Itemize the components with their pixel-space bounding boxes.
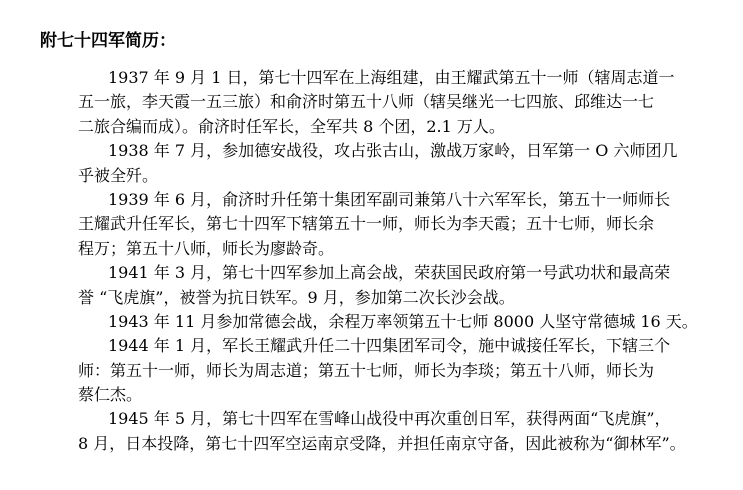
paragraph-1939-line-1: 1939 年 6 月，俞济时升任第十集团军副司兼第八十六军军长，第五十一师师长 — [108, 189, 671, 209]
paragraph-1939-line-3: 程万；第五十八师，师长为廖龄奇。 — [78, 238, 335, 258]
paragraph-1944-line-1: 1944 年 1 月，军长王耀武升任二十四集团军司令，施中诚接任军长，下辖三个 — [108, 336, 671, 356]
paragraph-1944-line-3: 蔡仁杰。 — [78, 385, 143, 405]
paragraph-1945-line-2: 8 月，日本投降，第七十四军空运南京受降，并担任南京守备，因此被称为“御林军”。 — [78, 433, 686, 453]
paragraph-1937-line-3: 二旅合编而成）。俞济时任军长，全军共 8 个团，2.1 万人。 — [78, 116, 505, 136]
paragraph-1944-line-2: 师：第五十一师，师长为周志道；第五十七师，师长为李琰；第五十八师，师长为 — [78, 360, 655, 380]
paragraph-1938-line-2: 乎被全歼。 — [78, 165, 159, 185]
paragraph-1937-line-1: 1937 年 9 月 1 日，第七十四军在上海组建，由王耀武第五十一师（辖周志道一 — [108, 68, 675, 87]
section-heading: 附七十四军简历： — [40, 31, 176, 51]
paragraph-1938-line-1: 1938 年 7 月，参加德安战役，攻占张古山，激战万家岭，日军第一 O 六师团几 — [108, 141, 678, 161]
paragraph-1945-line-1: 1945 年 5 月，第七十四军在雪峰山战役中再次重创日军，获得两面“飞虎旗”， — [108, 409, 671, 429]
paragraph-1941-line-1: 1941 年 3 月，第七十四军参加上高会战，荣获国民政府第一号武功状和最高荣 — [108, 263, 671, 283]
paragraph-1939-line-2: 王耀武升任军长，第七十四军下辖第五十一师，师长为李天霞；五十七师，师长余 — [78, 214, 655, 234]
paragraph-1943-line-1: 1943 年 11 月参加常德会战，余程万率领第五十七师 8000 人坚守常德城 16 天。 — [108, 311, 698, 331]
history-body — [78, 66, 730, 456]
paragraph-1941-line-2: 誉 “飞虎旗”，被誉为抗日铁军。9 月，参加第二次长沙会战。 — [78, 287, 515, 307]
paragraph-1937-line-2: 五一旅，李天霞一五三旅）和俞济时第五十八师（辖吴继光一七四旅、邱维达一七 — [78, 92, 655, 112]
